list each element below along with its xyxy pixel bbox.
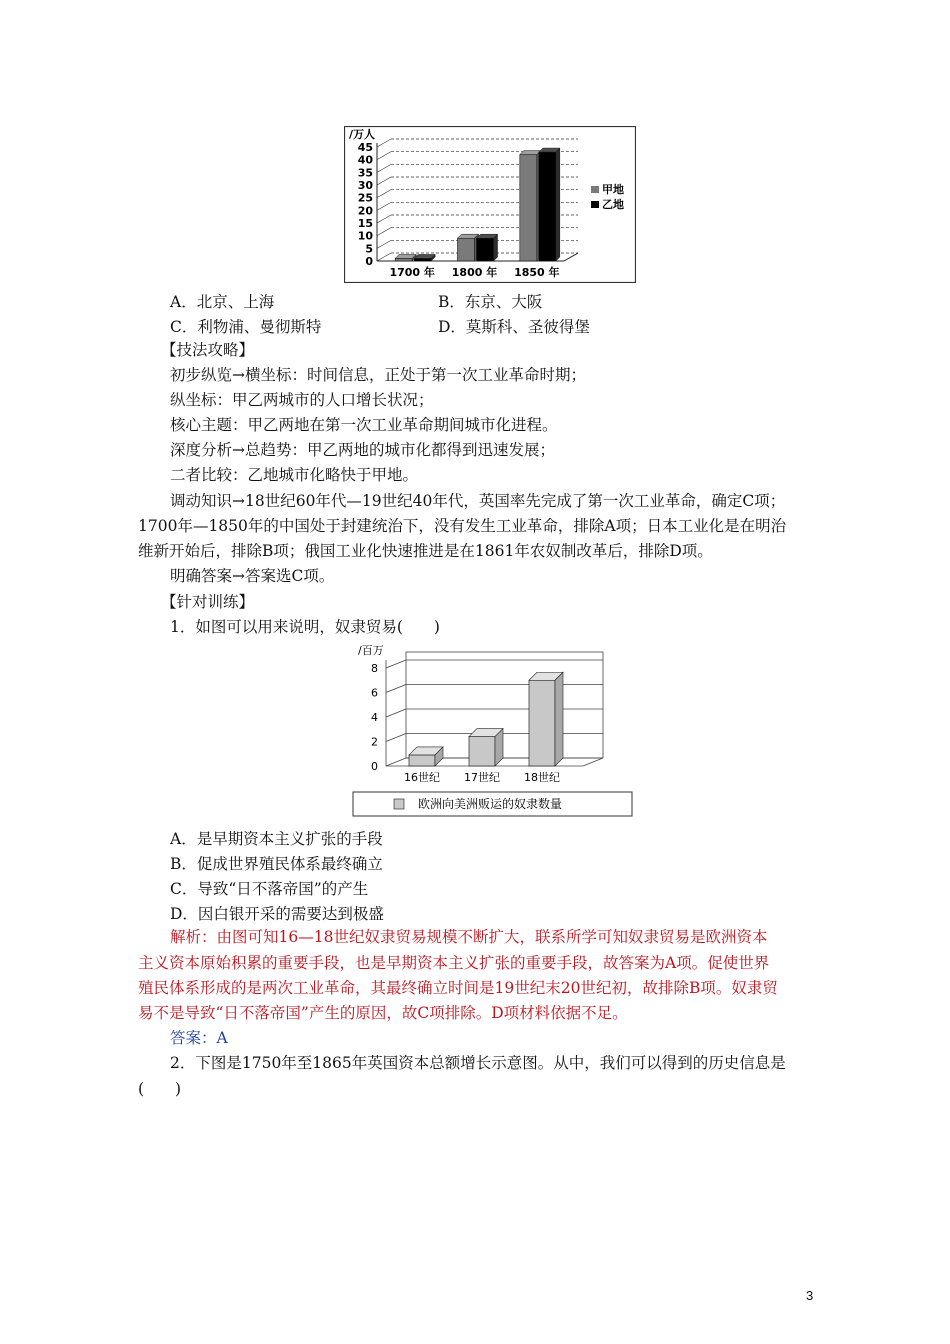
x-tick-label: 1700 年 bbox=[389, 266, 435, 279]
x-tick-label: 18世纪 bbox=[524, 771, 560, 784]
legend-swatch bbox=[591, 186, 599, 193]
method-line: 纵坐标：甲乙两城市的人口增长状况； bbox=[170, 391, 434, 409]
bar-甲地 bbox=[458, 238, 475, 261]
bar-side bbox=[555, 672, 563, 766]
option-a: A．北京、上海 bbox=[170, 293, 275, 311]
bar bbox=[529, 680, 555, 766]
grid-depth-line bbox=[386, 685, 406, 693]
method-line: 维新开始后，排除B项；俄国工业化快速推进是在1861年农奴制改革后，排除D项。 bbox=[138, 542, 713, 560]
analysis-line: 解析：由图可知16—18世纪奴隶贸易规模不断扩大，联系所学可知奴隶贸易是欧洲资本 bbox=[170, 928, 768, 946]
slave-trade-bar-chart bbox=[352, 644, 634, 818]
y-tick-label: 2 bbox=[371, 735, 378, 749]
grid-depth-line bbox=[386, 660, 406, 668]
legend-label: 甲地 bbox=[602, 183, 624, 196]
bar-甲地 bbox=[395, 258, 412, 261]
option-d: D．莫斯科、圣彼得堡 bbox=[438, 318, 590, 336]
y-tick-label: 25 bbox=[357, 191, 373, 205]
y-tick-label: 20 bbox=[357, 204, 373, 218]
x-tick-label: 16世纪 bbox=[404, 771, 440, 784]
bar-side bbox=[556, 148, 560, 261]
y-axis-label: /万人 bbox=[349, 128, 376, 141]
method-line: 二者比较：乙地城市化略快于甲地。 bbox=[170, 466, 419, 484]
bar-乙地 bbox=[477, 238, 494, 261]
option-b: B．东京、大阪 bbox=[438, 293, 543, 311]
y-tick-label: 5 bbox=[365, 242, 373, 256]
method-line: 调动知识→18世纪60年代—19世纪40年代，英国率先完成了第一次工业革命，确定C项； bbox=[170, 492, 786, 510]
y-tick-label: 30 bbox=[357, 179, 373, 192]
analysis-line: 主义资本原始积累的重要手段，也是早期资本主义扩张的重要手段，故答案为A项。促使世界 bbox=[138, 954, 770, 972]
training-heading: 【针对训练】 bbox=[161, 593, 255, 611]
x-tick-label: 1800 年 bbox=[451, 266, 498, 279]
method-line: 初步纵览→横坐标：时间信息，正处于第一次工业革命时期； bbox=[170, 366, 586, 384]
bar bbox=[409, 755, 435, 766]
x-tick-label: 1850 年 bbox=[514, 266, 560, 279]
method-line: 1700年—1850年的中国处于封建统治下，没有发生工业革命，排除A项；日本工业化是在明治 bbox=[138, 517, 787, 535]
bar bbox=[469, 737, 495, 766]
y-tick-label: 35 bbox=[357, 166, 373, 180]
x-axis-depth bbox=[583, 758, 603, 766]
option-d: D．因白银开采的需要达到极盛 bbox=[170, 905, 384, 923]
y-axis-label: /百万 bbox=[358, 644, 384, 657]
population-bar-chart bbox=[344, 126, 636, 283]
bar-乙地 bbox=[539, 152, 556, 261]
legend-label: 乙地 bbox=[602, 198, 624, 211]
option-c: C．利物浦、曼彻斯特 bbox=[170, 318, 322, 336]
analysis-line: 殖民体系形成的是两次工业革命，其最终确立时间是19世纪末20世纪初，故排除B项。奴隶贸 bbox=[138, 979, 778, 997]
y-tick-label: 45 bbox=[357, 141, 373, 154]
question-1: 1．如图可以用来说明，奴隶贸易( ) bbox=[170, 618, 440, 636]
page-number: 3 bbox=[806, 1288, 814, 1303]
option-b: B．促成世界殖民体系最终确立 bbox=[170, 855, 383, 873]
back-wall bbox=[406, 652, 603, 758]
legend-label: 欧洲向美洲贩运的奴隶数量 bbox=[418, 797, 563, 811]
y-tick-label: 0 bbox=[371, 760, 378, 773]
y-tick-label: 40 bbox=[357, 153, 373, 167]
grid-depth-line bbox=[386, 734, 406, 742]
y-tick-label: 0 bbox=[365, 255, 373, 268]
grid-depth-line bbox=[386, 709, 406, 717]
y-tick-label: 15 bbox=[357, 217, 373, 230]
bar-side bbox=[494, 234, 498, 261]
question-2-blank: ( ) bbox=[138, 1080, 182, 1098]
legend-swatch bbox=[591, 201, 599, 208]
y-tick-label: 6 bbox=[371, 686, 378, 700]
answer: 答案：A bbox=[170, 1029, 228, 1047]
method-heading: 【技法攻略】 bbox=[161, 341, 255, 359]
method-line: 核心主题：甲乙两地在第一次工业革命期间城市化进程。 bbox=[170, 416, 558, 434]
bar-甲地 bbox=[520, 155, 537, 261]
y-tick-label: 8 bbox=[371, 662, 378, 675]
y-tick-label: 4 bbox=[371, 711, 378, 724]
x-tick-label: 17世纪 bbox=[464, 771, 500, 784]
slave-trade-chart-svg bbox=[352, 644, 634, 818]
option-c: C．导致“日不落帝国”的产生 bbox=[170, 880, 369, 898]
legend-swatch bbox=[394, 799, 404, 809]
grid-depth-line bbox=[386, 758, 406, 766]
population-chart-svg bbox=[344, 126, 636, 283]
y-tick-label: 10 bbox=[357, 229, 373, 243]
bar-乙地 bbox=[414, 258, 431, 261]
method-line: 深度分析→总趋势：甲乙两地的城市化都得到迅速发展； bbox=[170, 441, 555, 459]
method-line: 明确答案→答案选C项。 bbox=[170, 567, 335, 585]
question-2: 2．下图是1750年至1865年英国资本总额增长示意图。从中，我们可以得到的历史信息是 bbox=[170, 1054, 786, 1072]
option-a: A．是早期资本主义扩张的手段 bbox=[170, 830, 383, 848]
analysis-line: 易不是导致“日不落帝国”产生的原因，故C项排除。D项材料依据不足。 bbox=[138, 1004, 628, 1022]
